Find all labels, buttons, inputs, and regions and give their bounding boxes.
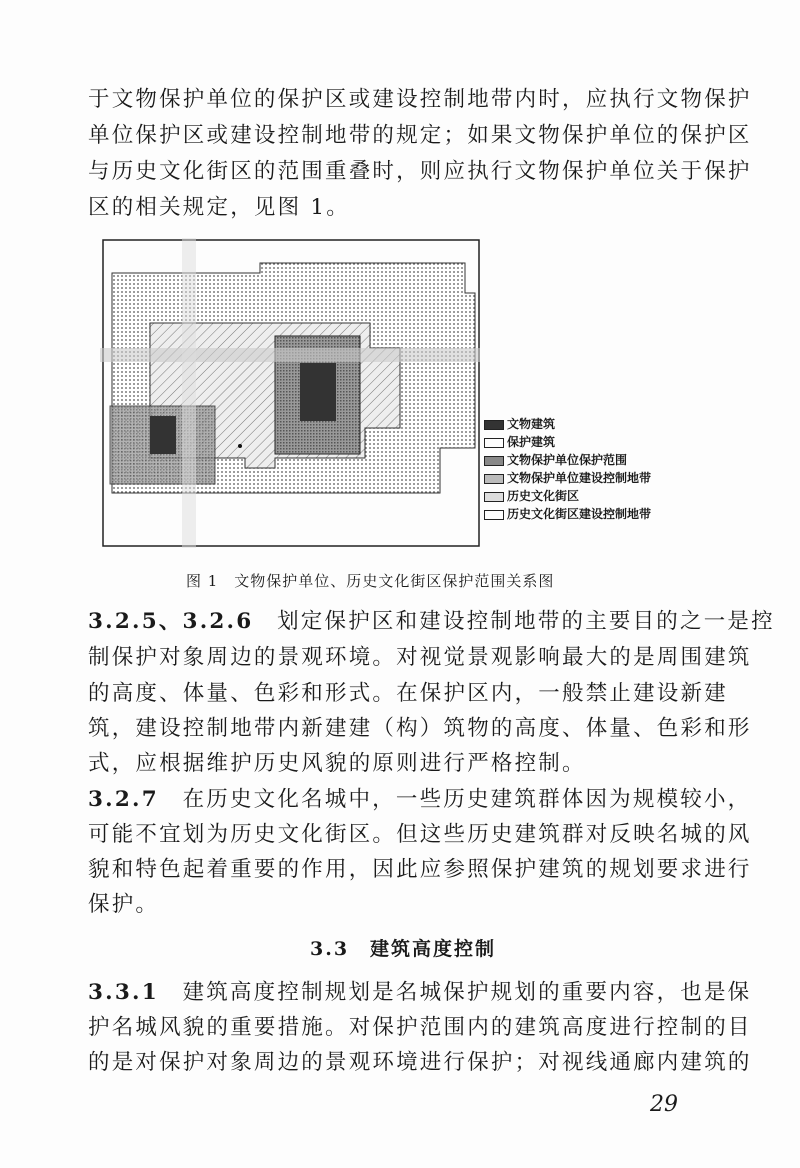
page-number: 29 (650, 1092, 678, 1117)
legend-label: 文物建筑 (507, 417, 556, 431)
legend-label: 历史文化街区 (507, 489, 580, 503)
text-line: 护名城风貌的重要措施。对保护范围内的建筑高度进行控制的目 (88, 1015, 752, 1040)
legend-item (484, 489, 579, 503)
text-line: 筑，建设控制地带内新建建（构）筑物的高度、体量、色彩和形 (88, 716, 752, 741)
legend-label: 文物保护单位保护范围 (507, 453, 628, 467)
text-line: 貌和特色起着重要的作用，因此应参照保护建筑的规划要求进行 (88, 857, 752, 882)
legend-label: 保护建筑 (507, 435, 556, 449)
legend-item (484, 417, 555, 431)
text-line (88, 980, 752, 1005)
section-number: 3.3.1 (88, 980, 159, 1005)
legend-item (484, 471, 651, 485)
legend-item (484, 453, 627, 467)
text: 在历史文化名城中，一些历史建筑群体因为规模较小， (182, 787, 752, 812)
section-number: 3.2.7 (88, 787, 159, 812)
text-line: 的是对保护对象周边的景观环境进行保护；对视线通廊内建筑的 (88, 1050, 752, 1075)
section-number: 3.2.5、3.2.6 (88, 609, 254, 634)
section-heading: 3.3 建筑高度控制 (310, 938, 497, 960)
legend-label: 文物保护单位建设控制地带 (507, 471, 652, 485)
text-line: 可能不宜划为历史文化街区。但这些历史建筑群对反映名城的风 (88, 822, 752, 847)
legend-item (484, 507, 651, 521)
text-line (88, 609, 775, 634)
text-line: 于文物保护单位的保护区或建设控制地带内时，应执行文物保护 (88, 87, 752, 112)
legend-label: 历史文化街区建设控制地带 (507, 507, 652, 521)
figure-diagram (100, 238, 480, 548)
legend-item (484, 435, 555, 449)
text-line (88, 787, 752, 812)
text-line: 与历史文化街区的范围重叠时，则应执行文物保护单位关于保护 (88, 159, 752, 184)
text: 划定保护区和建设控制地带的主要目的之一是控 (277, 609, 775, 634)
text-line: 制保护对象周边的景观环境。对视觉景观影响最大的是周围建筑 (88, 645, 752, 670)
figure-caption: 图 1 文物保护单位、历史文化街区保护范围关系图 (186, 572, 555, 590)
text-line: 区的相关规定，见图 1。 (88, 195, 350, 220)
text-line: 式，应根据维护历史风貌的原则进行严格控制。 (88, 751, 586, 776)
text: 建筑高度控制规划是名城保护规划的重要内容，也是保 (182, 980, 752, 1005)
text-line: 保护。 (88, 892, 160, 917)
text-line: 单位保护区或建设控制地带的规定；如果文物保护单位的保护区 (88, 123, 752, 148)
text-line: 的高度、体量、色彩和形式。在保护区内，一般禁止建设新建 (88, 681, 728, 706)
